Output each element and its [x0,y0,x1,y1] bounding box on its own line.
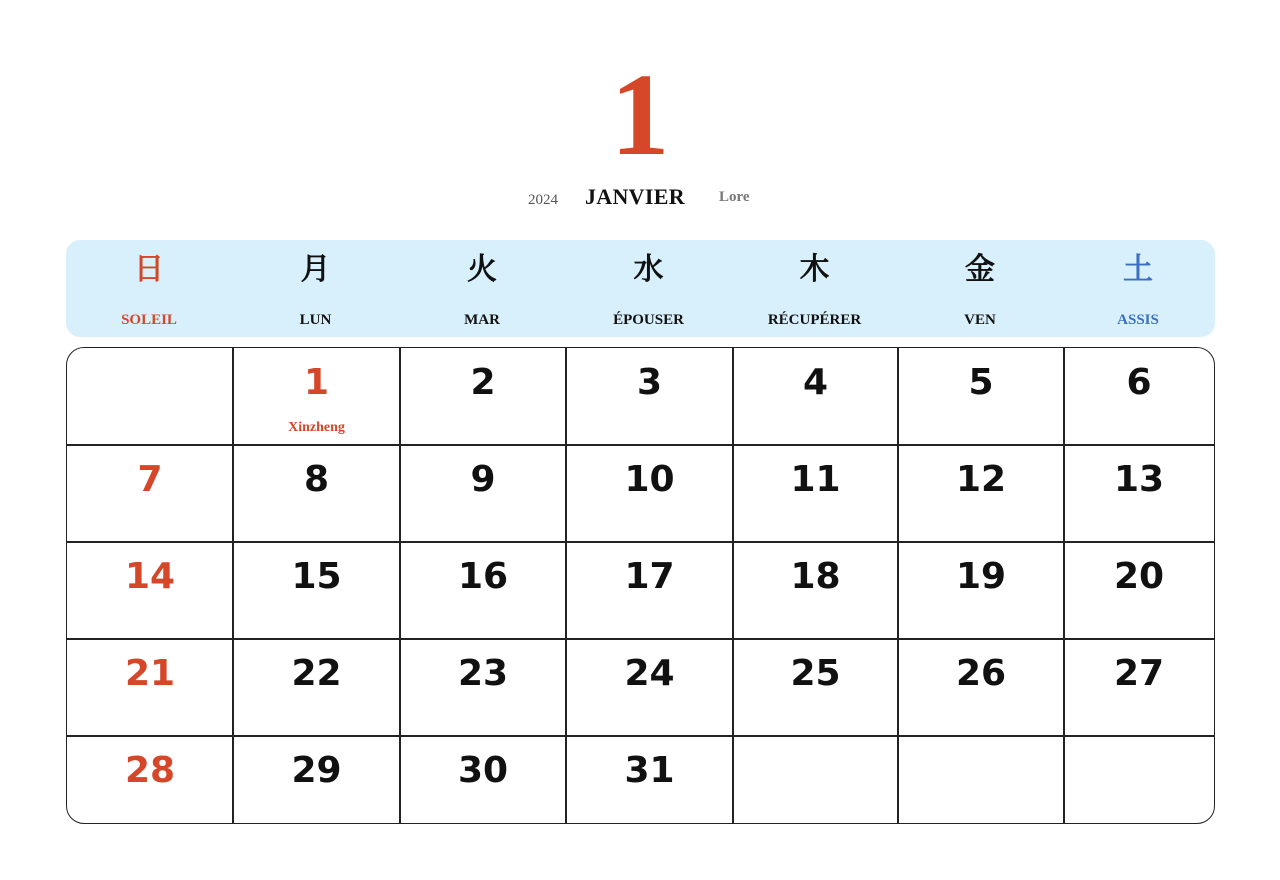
day-number: 10 [624,459,675,500]
weekday-name: VEN [964,312,996,328]
calendar-day-cell[interactable] [898,639,1064,736]
weekday-kanji: 金 [965,252,995,287]
brand-tag: Lore [719,189,750,205]
day-number: 23 [457,653,509,694]
calendar-day-cell[interactable] [233,348,400,445]
day-number: 26 [955,653,1007,694]
weekday-name: ÉPOUSER [613,312,684,328]
day-number: 2 [470,362,496,403]
grid-divider [67,638,1214,640]
weekday-kanji: 水 [633,252,664,287]
weekday-kanji: 土 [1123,252,1153,287]
calendar-day-cell[interactable] [1064,348,1214,445]
calendar-day-cell[interactable] [566,542,733,639]
grid-divider [732,348,734,823]
weekday-kanji: 火 [467,252,497,287]
calendar-day-cell[interactable] [400,542,566,639]
month-name: JANVIER [585,184,685,209]
day-number: 22 [291,653,342,694]
year-label: 2024 [528,192,558,208]
weekday-sat [1063,240,1213,337]
calendar-day-cell[interactable] [400,736,566,824]
day-number: 8 [303,459,330,500]
grid-divider [565,348,567,823]
weekday-kanji: 月 [300,252,331,287]
calendar-empty-cell [733,736,898,824]
day-number: 14 [124,556,176,597]
calendar-day-cell[interactable] [1064,639,1214,736]
calendar-grid [66,347,1215,824]
day-number: 24 [624,653,675,694]
weekday-tue [399,240,565,337]
weekday-fri [897,240,1063,337]
day-number: 1 [303,362,330,403]
calendar-day-cell[interactable] [566,736,733,824]
weekday-name: RÉCUPÉRER [767,312,862,328]
day-number: 28 [124,750,176,791]
calendar-day-cell[interactable] [733,542,898,639]
calendar-day-cell[interactable] [733,348,898,445]
grid-divider [897,348,899,823]
weekday-name: ASSIS [1117,312,1159,328]
weekday-kanji: 木 [799,252,830,287]
grid-divider [67,444,1214,446]
calendar-title [0,182,1280,214]
day-number: 13 [1113,459,1165,500]
calendar-day-cell[interactable] [566,639,733,736]
day-number: 25 [790,653,841,694]
day-number: 12 [955,459,1007,500]
day-number: 15 [291,556,342,597]
weekday-name: MAR [464,312,500,328]
grid-divider [399,348,401,823]
calendar-day-cell[interactable] [67,639,233,736]
day-number: 18 [790,556,841,597]
calendar-day-cell[interactable] [898,445,1064,542]
calendar-empty-cell [67,348,233,445]
holiday-label: Xinzheng [288,420,345,435]
calendar-day-cell[interactable] [233,639,400,736]
day-number: 5 [968,362,994,403]
weekday-name: SOLEIL [121,312,177,328]
weekday-kanji: 日 [134,252,164,287]
day-number: 6 [1126,362,1152,403]
weekday-header [66,240,1215,337]
weekday-wed [565,240,732,337]
day-number: 11 [790,459,841,500]
day-number: 31 [624,750,675,791]
calendar-day-cell[interactable] [898,542,1064,639]
weekday-mon [232,240,399,337]
grid-divider [67,541,1214,543]
month-number: 1 [610,49,670,180]
grid-divider [1063,348,1065,823]
day-number: 29 [291,750,342,791]
day-number: 19 [955,556,1007,597]
calendar-day-cell[interactable] [566,348,733,445]
calendar-day-cell[interactable] [1064,542,1214,639]
calendar-day-cell[interactable] [233,736,400,824]
calendar-day-cell[interactable] [400,445,566,542]
calendar-day-cell[interactable] [67,736,233,824]
calendar-empty-cell [1064,736,1214,824]
day-number: 4 [802,362,829,403]
weekday-thu [732,240,897,337]
calendar-day-cell[interactable] [67,542,233,639]
calendar-day-cell[interactable] [400,348,566,445]
calendar-day-cell[interactable] [233,445,400,542]
day-number: 21 [124,653,176,694]
day-number: 3 [636,362,663,403]
day-number: 27 [1113,653,1165,694]
calendar-day-cell[interactable] [566,445,733,542]
day-number: 16 [457,556,509,597]
calendar-day-cell[interactable] [67,445,233,542]
weekday-name: LUN [299,312,332,328]
weekday-sun [66,240,232,337]
calendar-day-cell[interactable] [1064,445,1214,542]
grid-divider [67,735,1214,737]
calendar-day-cell[interactable] [733,639,898,736]
grid-divider [232,348,234,823]
day-number: 30 [457,750,509,791]
calendar-day-cell[interactable] [733,445,898,542]
day-number: 17 [624,556,675,597]
calendar-day-cell[interactable] [400,639,566,736]
calendar-day-cell[interactable] [898,348,1064,445]
day-number: 20 [1113,556,1165,597]
day-number: 9 [470,459,496,500]
calendar-empty-cell [898,736,1064,824]
day-number: 7 [137,459,163,500]
calendar-day-cell[interactable] [233,542,400,639]
